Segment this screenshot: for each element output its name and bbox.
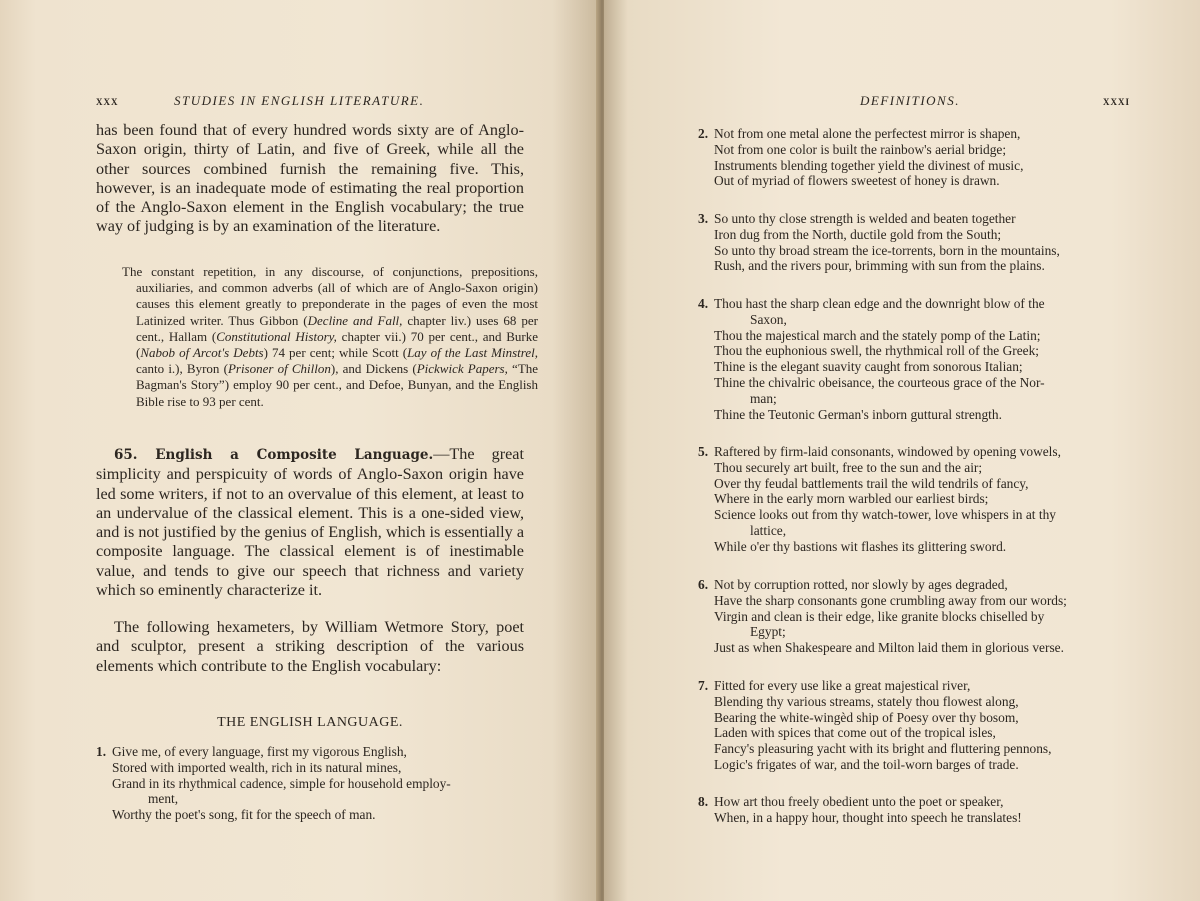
stanza-number: 3.	[698, 211, 709, 226]
stanza-number: 1.	[96, 744, 107, 759]
stanza-3	[698, 211, 1130, 274]
stanza-number: 5.	[698, 444, 709, 459]
stanza-line: Thine the Teutonic German's inborn guttural strength.	[714, 406, 1002, 422]
stanza-line: Grand in its rhythmical cadence, simple for household employ-	[112, 775, 451, 791]
stanza-line	[698, 444, 1130, 460]
poem-title: THE ENGLISH LANGUAGE.	[217, 715, 403, 730]
stanza-line	[698, 577, 1130, 593]
stanza-line	[96, 744, 524, 760]
right-page-number: xxxi	[1102, 93, 1130, 108]
stanza-7	[698, 678, 1130, 773]
paragraph-intro: has been found that of every hundred words sixty are of Anglo-Saxon origin, thirty of Latin, and five of Greek, while all the other sources combined furnish the remaining five. This, however, is an inadequate mode of estimating the real proportion of the Anglo-Saxon element in the English vocabulary; the true way of judging is by an examination of the literature.	[96, 121, 524, 236]
stanza-8	[698, 794, 1130, 826]
stanza-line: Stored with imported wealth, rich in its natural mines,	[112, 759, 402, 775]
note-work-title: Lay of the Last Minstrel,	[407, 345, 538, 361]
section-heading: 65. English a Composite Language.	[114, 447, 434, 463]
stanza-line	[698, 126, 1130, 142]
stanza-line: Science looks out from thy watch-tower, love whispers in at thy	[714, 507, 1056, 523]
stanza-line: Have the sharp consonants gone crumbling away from our words;	[714, 592, 1067, 608]
stanza-line: Just as when Shakespeare and Milton laid them in glorious verse.	[714, 640, 1064, 656]
stanza-line: Iron dug from the North, ductile gold from the South;	[714, 226, 1002, 242]
stanza-line: Rush, and the rivers pour, brimming with sun from the plains.	[714, 258, 1045, 274]
note-work-title: Nabob of Arcot's Debts	[140, 345, 264, 361]
stanza-line: Thou the euphonious swell, the rhythmical roll of the Greek;	[714, 343, 1040, 359]
note-text: ) 74 per cent; while Scott (	[263, 345, 408, 361]
stanza-line: Laden with spices that come out of the tropical isles,	[714, 725, 996, 741]
stanza-line: Thine is the elegant suavity caught from sonorous Italian;	[714, 359, 1023, 375]
footnote-percentages	[122, 264, 538, 410]
stanza-line: Fancy's pleasuring yacht with its bright and fluttering pennons,	[714, 741, 1052, 757]
line-text: Fitted for every use like a great majestical river,	[714, 678, 971, 693]
stanza-line: Instruments blending together yield the divinest of music,	[714, 157, 1024, 173]
stanza-line: Out of myriad of flowers sweetest of honey is drawn.	[714, 173, 1000, 189]
stanza-number: 8.	[698, 794, 709, 809]
right-running-title: DEFINITIONS.	[860, 93, 960, 108]
stanza-line: Where in the early morn warbled our earliest birds;	[714, 491, 989, 507]
stanza-number: 6.	[698, 577, 709, 592]
stanza-5	[698, 444, 1130, 555]
stanza-line: Thou securely art built, free to the sun and the air;	[714, 459, 983, 475]
line-text: Raftered by firm-laid consonants, windowed by opening vowels,	[714, 444, 1061, 459]
note-text: “The Bagman's Story”) employ 90 per cent., and Defoe, Bunyan, and the English Bible rise to 93 per cent.	[136, 361, 539, 409]
stanza-line	[698, 211, 1130, 227]
right-page	[604, 0, 1200, 901]
note-work-title: Decline and Fall,	[307, 312, 403, 328]
stanza-line: Thine the chivalric obeisance, the courteous grace of the Nor-	[714, 374, 1045, 390]
line-text: Give me, of every language, first my vigorous English,	[112, 744, 407, 759]
stanza-line	[698, 678, 1130, 694]
stanza-line: Saxon,	[750, 311, 787, 327]
stanza-line: Worthy the poet's song, fit for the speech of man.	[112, 807, 376, 823]
paragraph-hexameters-intro: The following hexameters, by William Wetmore Story, poet and sculptor, present a striking description of the various elements which contribute to the English vocabulary:	[96, 618, 524, 675]
stanza-line: man;	[750, 390, 777, 406]
line-text: So unto thy close strength is welded and beaten together	[714, 211, 1016, 226]
stanza-line: When, in a happy hour, thought into speech he translates!	[714, 809, 1022, 825]
note-text: chapter vii.) 70 per cent., and Burke (	[136, 328, 538, 361]
note-work-title: Pickwick Papers,	[416, 361, 508, 377]
stanza-line: Thou the majestical march and the stately pomp of the Latin;	[714, 327, 1041, 343]
stanza-line	[698, 296, 1130, 312]
stanza-line: Bearing the white-wingèd ship of Poesy over thy bosom,	[714, 709, 1019, 725]
paragraph-text: —The great simplicity and perspicuity of words of Anglo-Saxon origin have led some writers, if not to an overvalue of this element, at least to an undervalue of the classical element. This is a one-sided view, and is not justified by the genius of English, which is essentially a composite language. The classical element is of inestimable value, and tends to give our speech that richness and variety which so eminently characterize it.	[96, 445, 524, 600]
stanza-line: ment,	[148, 791, 179, 807]
stanza-line: lattice,	[750, 522, 787, 538]
stanza-number: 7.	[698, 678, 709, 693]
stanza-line: Blending thy various streams, stately thou flowest along,	[714, 693, 1019, 709]
paragraph-composite-language	[96, 445, 524, 600]
note-text: ), and Dickens (	[330, 361, 417, 377]
stanza-line	[698, 794, 1130, 810]
stanza-line: Over thy feudal battlements trail the wild tendrils of fancy,	[714, 475, 1029, 491]
stanza-line: While o'er thy bastions wit flashes its glittering sword.	[714, 538, 1007, 554]
line-text: How art thou freely obedient unto the poet or speaker,	[714, 794, 1004, 809]
stanza-2	[698, 126, 1130, 189]
note-text: chapter liv.) uses 68 per cent., Hallam (	[136, 312, 538, 344]
stanza-1	[96, 744, 524, 823]
stanza-4	[698, 296, 1130, 422]
stanza-line: Not from one color is built the rainbow's aerial bridge;	[714, 141, 1007, 157]
note-text: canto i.), Byron (	[136, 361, 228, 377]
stanza-line: Egypt;	[750, 624, 786, 640]
note-text: The constant repetition, in any discourse, of conjunctions, prepositions, auxiliaries, and common adverbs (all of which are of Anglo-Saxon origin) causes this element greatly to preponderate in the pages of even the most Latinized writer. Thus Gibbon (	[122, 264, 538, 328]
stanza-line: Virgin and clean is their edge, like granite blocks chiselled by	[714, 608, 1045, 624]
line-text: Not by corruption rotted, nor slowly by ages degraded,	[714, 577, 1008, 592]
line-text: Not from one metal alone the perfectest mirror is shapen,	[714, 126, 1021, 141]
note-work-title: Prisoner of Chillon	[227, 361, 331, 377]
stanza-number: 2.	[698, 126, 709, 141]
stanza-number: 4.	[698, 296, 709, 311]
stanza-line: Logic's frigates of war, and the toil-worn barges of trade.	[714, 756, 1019, 772]
left-running-title: STUDIES IN ENGLISH LITERATURE.	[174, 93, 425, 108]
stanza-6	[698, 577, 1130, 656]
left-page-number: xxx	[96, 93, 119, 108]
line-text: Thou hast the sharp clean edge and the downright blow of the	[714, 296, 1045, 311]
note-work-title: Constitutional History,	[216, 328, 337, 344]
stanza-line: So unto thy broad stream the ice-torrents, born in the mountains,	[714, 242, 1060, 258]
